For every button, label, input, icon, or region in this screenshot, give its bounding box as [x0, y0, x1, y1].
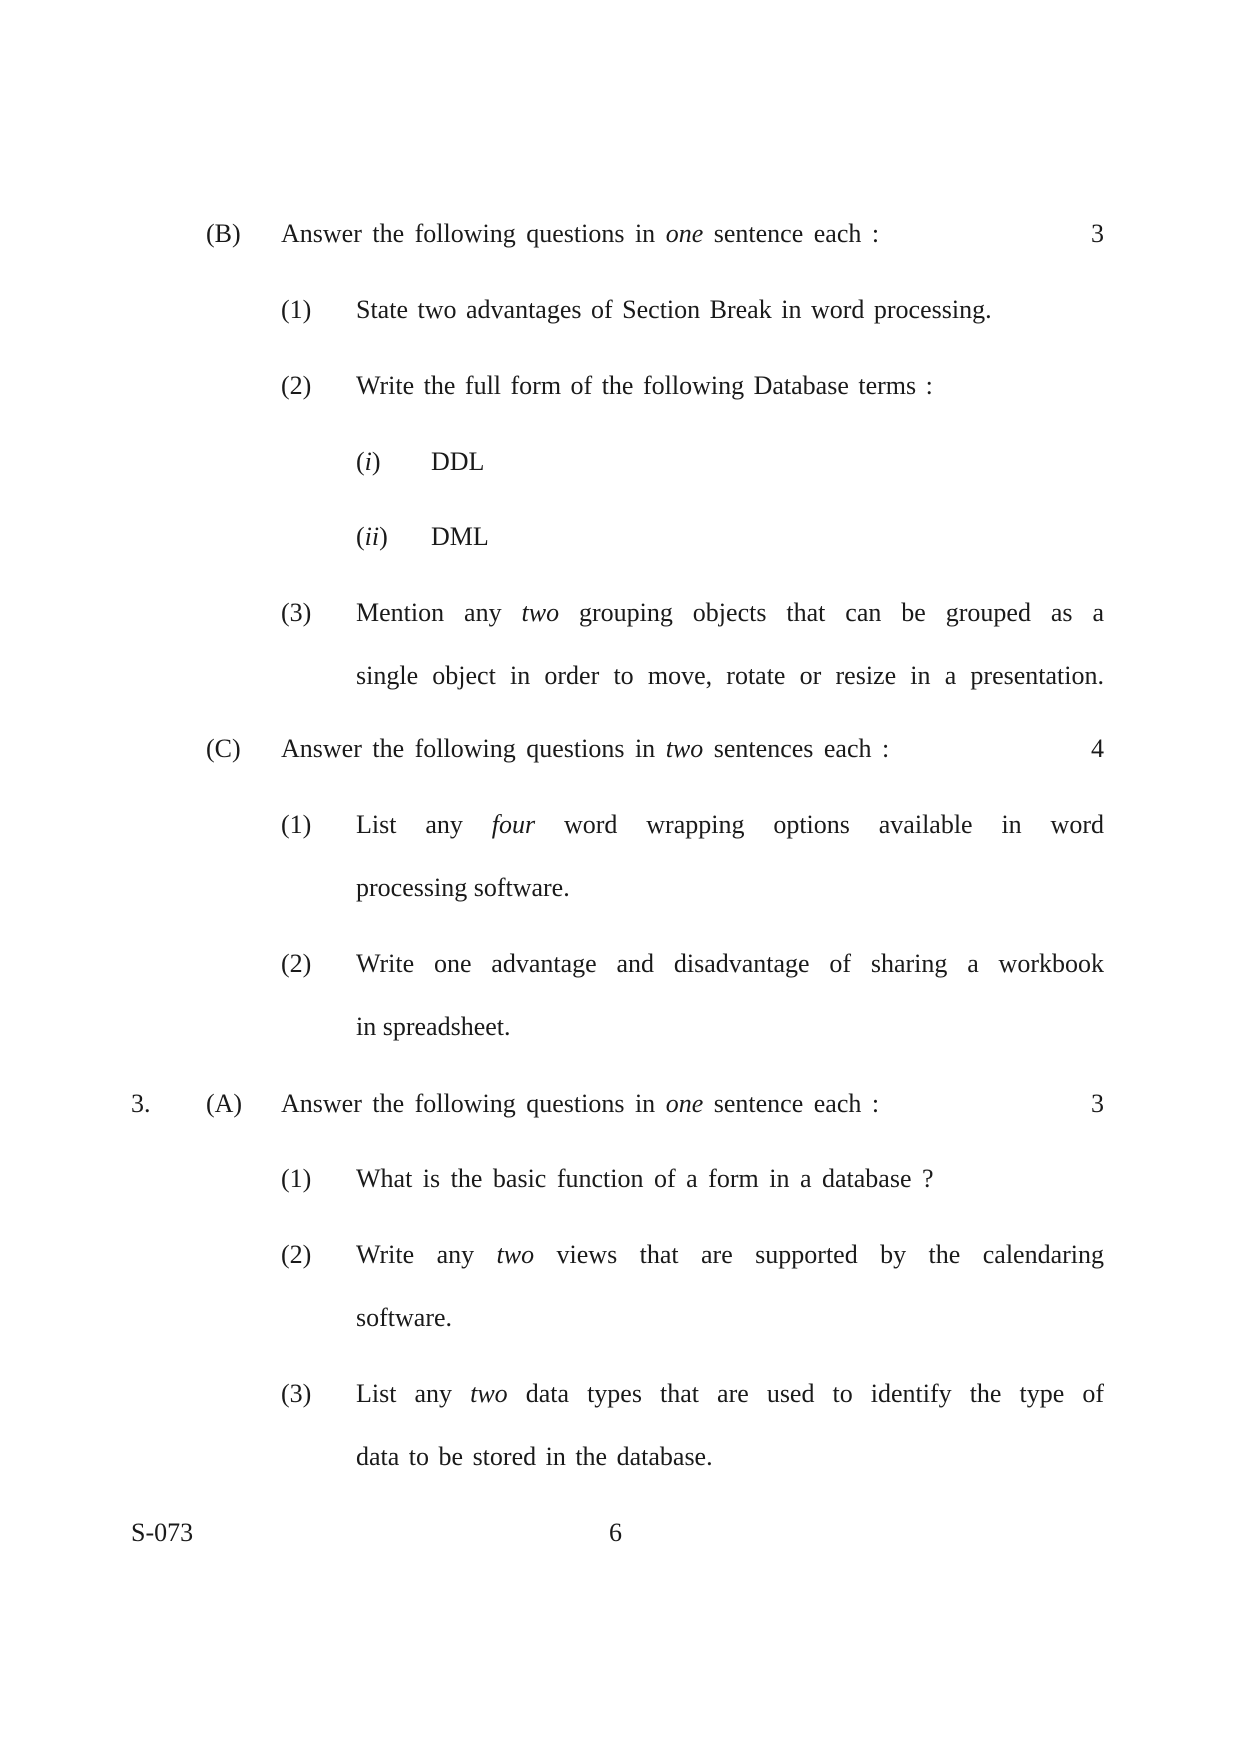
- section-c-marks: 4: [1091, 734, 1104, 763]
- b-q2-sub-i-text: DDL: [431, 447, 485, 476]
- paper-code: S-073: [131, 1518, 194, 1547]
- section-c-instruction: Answer the following questions in two sentences each :: [281, 734, 890, 763]
- 3a-q3-line1: List any two data types that are used to identify the type of: [356, 1379, 1104, 1408]
- section-b-label: (B): [206, 219, 241, 248]
- c-q1-number: (1): [281, 810, 312, 839]
- 3a-q2-line1: Write any two views that are supported by the calendaring: [356, 1240, 1104, 1269]
- 3a-q2-line2: software.: [356, 1303, 453, 1332]
- c-q2-number: (2): [281, 949, 312, 978]
- section-3a-marks: 3: [1091, 1089, 1104, 1118]
- b-q2-text: Write the full form of the following Database terms :: [356, 371, 933, 400]
- b-q3-line2: single object in order to move, rotate or resize in a presentation.: [356, 661, 1104, 690]
- b-q1-text: State two advantages of Section Break in word processing.: [356, 295, 992, 324]
- c-q2-line2: in spreadsheet.: [356, 1012, 511, 1041]
- page-number: 6: [609, 1518, 622, 1547]
- section-b-marks: 3: [1091, 219, 1104, 248]
- 3a-q3-number: (3): [281, 1379, 312, 1408]
- section-3a-label: (A): [206, 1089, 243, 1118]
- b-q1-number: (1): [281, 295, 312, 324]
- b-q3-number: (3): [281, 598, 312, 627]
- section-b-instruction: Answer the following questions in one sentence each :: [281, 219, 880, 248]
- question-3-number: 3.: [131, 1089, 151, 1118]
- section-c-label: (C): [206, 734, 241, 763]
- b-q2-sub-i-number: (i): [356, 447, 381, 476]
- b-q2-number: (2): [281, 371, 312, 400]
- c-q2-line1: Write one advantage and disadvantage of sharing a workbook: [356, 949, 1104, 978]
- 3a-q3-line2: data to be stored in the database.: [356, 1442, 713, 1471]
- c-q1-line1: List any four word wrapping options available in word: [356, 810, 1104, 839]
- 3a-q2-number: (2): [281, 1240, 312, 1269]
- section-3a-instruction: Answer the following questions in one sentence each :: [281, 1089, 880, 1118]
- 3a-q1-number: (1): [281, 1164, 312, 1193]
- b-q3-line1: Mention any two grouping objects that can be grouped as a: [356, 598, 1104, 627]
- b-q2-sub-ii-text: DML: [431, 522, 489, 551]
- c-q1-line2: processing software.: [356, 873, 570, 902]
- b-q2-sub-ii-number: (ii): [356, 522, 388, 551]
- 3a-q1-text: What is the basic function of a form in a database ?: [356, 1164, 934, 1193]
